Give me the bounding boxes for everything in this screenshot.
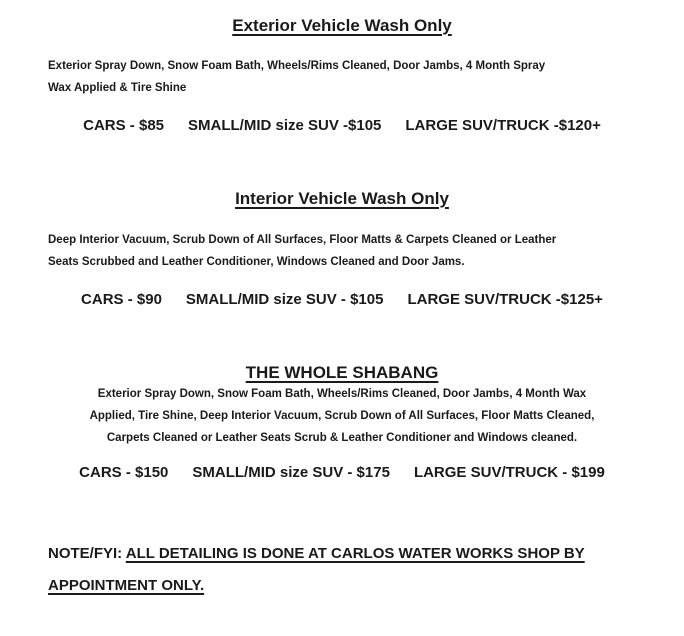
- price-truck: LARGE SUV/TRUCK -$120+: [405, 117, 601, 134]
- note-line-2: [48, 570, 644, 602]
- section-heading-shabang-text: THE WHOLE SHABANG: [245, 363, 439, 382]
- price-row-exterior: [0, 116, 684, 135]
- price-suv: SMALL/MID size SUV -$105: [188, 117, 382, 134]
- note-underlined-part-2: APPOINTMENT ONLY.: [48, 577, 205, 594]
- section-description-exterior: [48, 55, 636, 99]
- description-line: Applied, Tire Shine, Deep Interior Vacuum, Scrub Down of All Surfaces, Floor Matts Cleaned,: [89, 410, 595, 422]
- section-heading-shabang: [0, 363, 684, 383]
- note-underlined-part-1: ALL DETAILING IS DONE AT CARLOS WATER WORKS SHOP BY: [125, 545, 585, 562]
- price-truck: LARGE SUV/TRUCK -$125+: [407, 291, 603, 308]
- section-interior-wash: [0, 189, 684, 309]
- section-description-shabang: [18, 383, 666, 449]
- price-cars: CARS - $85: [83, 117, 164, 134]
- description-line: Exterior Spray Down, Snow Foam Bath, Wheels/Rims Cleaned, Door Jambs, 4 Month Spray: [48, 60, 546, 72]
- description-line: Exterior Spray Down, Snow Foam Bath, Wheels/Rims Cleaned, Door Jambs, 4 Month Wax: [97, 388, 587, 400]
- description-line: Seats Scrubbed and Leather Conditioner, Windows Cleaned and Door Jams.: [48, 256, 465, 268]
- section-description-interior: [48, 229, 636, 273]
- price-suv: SMALL/MID size SUV - $105: [185, 291, 384, 308]
- note-line-1: [48, 538, 644, 570]
- price-truck: LARGE SUV/TRUCK - $199: [413, 464, 605, 481]
- section-heading-interior-text: Interior Vehicle Wash Only: [235, 189, 449, 208]
- appointment-note: [48, 538, 644, 602]
- section-whole-shabang: [0, 363, 684, 482]
- price-cars: CARS - $150: [79, 464, 169, 481]
- price-row-shabang: [0, 463, 684, 482]
- section-heading-interior: [0, 189, 684, 209]
- description-line: Wax Applied & Tire Shine: [48, 82, 187, 94]
- price-suv: SMALL/MID size SUV - $175: [192, 464, 390, 481]
- note-prefix: NOTE/FYI:: [48, 545, 126, 562]
- section-heading-exterior-text: Exterior Vehicle Wash Only: [232, 16, 452, 35]
- price-cars: CARS - $90: [81, 291, 162, 308]
- price-row-interior: [0, 290, 684, 309]
- description-line: Deep Interior Vacuum, Scrub Down of All Surfaces, Floor Matts & Carpets Cleaned or Leather: [48, 234, 557, 246]
- section-heading-exterior: [0, 16, 684, 36]
- section-exterior-wash: [0, 16, 684, 135]
- description-line: Carpets Cleaned or Leather Seats Scrub & Leather Conditioner and Windows cleaned.: [106, 432, 578, 444]
